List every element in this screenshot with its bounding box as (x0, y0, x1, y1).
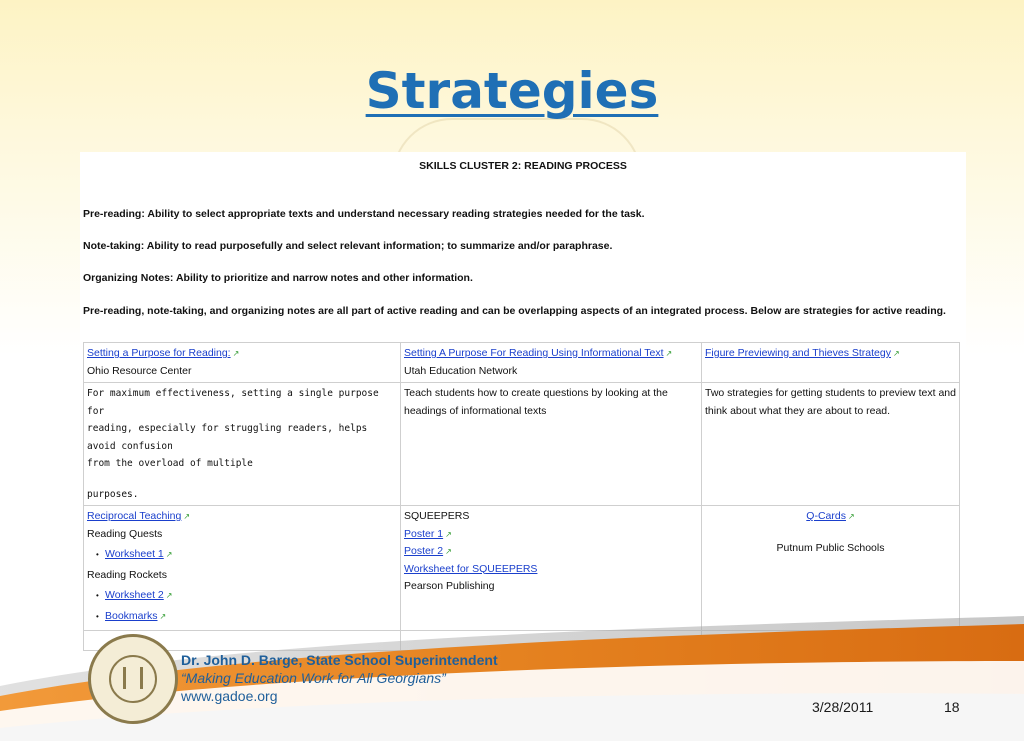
description-line: For maximum effectiveness, setting a single purpose for (87, 388, 379, 417)
source-label: Pearson Publishing (404, 580, 495, 592)
source-label: Ohio Resource Center (87, 364, 192, 377)
external-link-icon: ↗ (665, 349, 673, 358)
document-heading: SKILLS CLUSTER 2: READING PROCESS (419, 160, 627, 172)
table-row (84, 343, 960, 383)
link-informational-text[interactable]: Setting A Purpose For Reading Using Informational Text (404, 347, 664, 359)
external-link-icon: ↗ (232, 349, 240, 358)
external-link-icon: ↗ (893, 349, 900, 358)
description-line: from the overload of multiple (87, 458, 253, 469)
link-poster-2[interactable]: Poster 2 (404, 545, 444, 557)
table-cell (84, 383, 401, 506)
description-line: reading, especially for struggling readers, helps avoid confusion (87, 423, 368, 452)
description-text: Teach students how to create questions by looking at the headings of informational texts (404, 387, 668, 417)
table-cell (84, 343, 401, 383)
link-worksheet-squeepers[interactable]: Worksheet for SQUEEPERS (404, 562, 538, 575)
external-link-icon: ↗ (445, 547, 452, 556)
superintendent-name: Dr. John D. Barge, State School Superintendent (181, 652, 498, 668)
table-row (84, 383, 960, 506)
external-link-icon: ↗ (165, 591, 173, 600)
slide-title: Strategies (365, 62, 659, 120)
link-figure-previewing[interactable]: Figure Previewing and Thieves Strategy (705, 347, 891, 359)
table-cell (702, 343, 960, 383)
description-line: purposes. (87, 488, 139, 500)
definition-note-taking: Note-taking: Ability to read purposefully and select relevant information; to summarize and/or paraphrase. (83, 240, 613, 252)
table-cell (401, 506, 702, 631)
definition-pre-reading: Pre-reading: Ability to select appropriate texts and understand necessary reading strategies needed for the task. (83, 208, 645, 220)
motto: “Making Education Work for All Georgians” (181, 670, 446, 686)
description-text: Two strategies for getting students to preview text and think about what they are about to read. (705, 387, 956, 417)
source-label: Putnum Public Schools (776, 541, 885, 554)
external-link-icon: ↗ (183, 512, 191, 521)
table-cell (401, 383, 702, 506)
definition-organizing-notes: Organizing Notes: Ability to prioritize and narrow notes and other information. (83, 272, 473, 284)
external-link-icon: ↗ (165, 550, 173, 559)
document-screenshot (80, 152, 966, 622)
link-worksheet-1[interactable]: Worksheet 1 (105, 548, 164, 560)
table-cell (702, 506, 960, 631)
table-cell (401, 343, 702, 383)
table-cell (702, 383, 960, 506)
link-setting-purpose[interactable]: Setting a Purpose for Reading: (87, 347, 231, 359)
table-row (84, 506, 960, 631)
link-reciprocal-teaching[interactable]: Reciprocal Teaching (87, 510, 182, 522)
source-label: Reading Quests (87, 527, 163, 540)
department-of-education-seal (88, 634, 178, 724)
strategies-table (83, 342, 960, 651)
page-number: 18 (944, 699, 960, 715)
link-worksheet-2[interactable]: Worksheet 2 (105, 589, 164, 601)
link-q-cards[interactable]: Q-Cards (806, 510, 846, 522)
slide-date: 3/28/2011 (812, 699, 874, 715)
website-url: www.gadoe.org (181, 688, 278, 704)
link-poster-1[interactable]: Poster 1 (404, 527, 444, 540)
external-link-icon: ↗ (847, 512, 855, 521)
external-link-icon: ↗ (445, 529, 452, 539)
seal-arch (123, 667, 143, 689)
link-bookmarks[interactable]: Bookmarks (105, 609, 158, 622)
table-cell (84, 506, 401, 631)
source-label: Reading Rockets (87, 568, 167, 581)
definition-summary: Pre-reading, note-taking, and organizing notes are all part of active reading and can be overlapping aspects of an integrated process. Below are strategies for active reading. (83, 305, 946, 317)
strategy-title: SQUEEPERS (404, 510, 470, 522)
source-label: Utah Education Network (404, 364, 518, 377)
external-link-icon: ↗ (159, 611, 167, 621)
